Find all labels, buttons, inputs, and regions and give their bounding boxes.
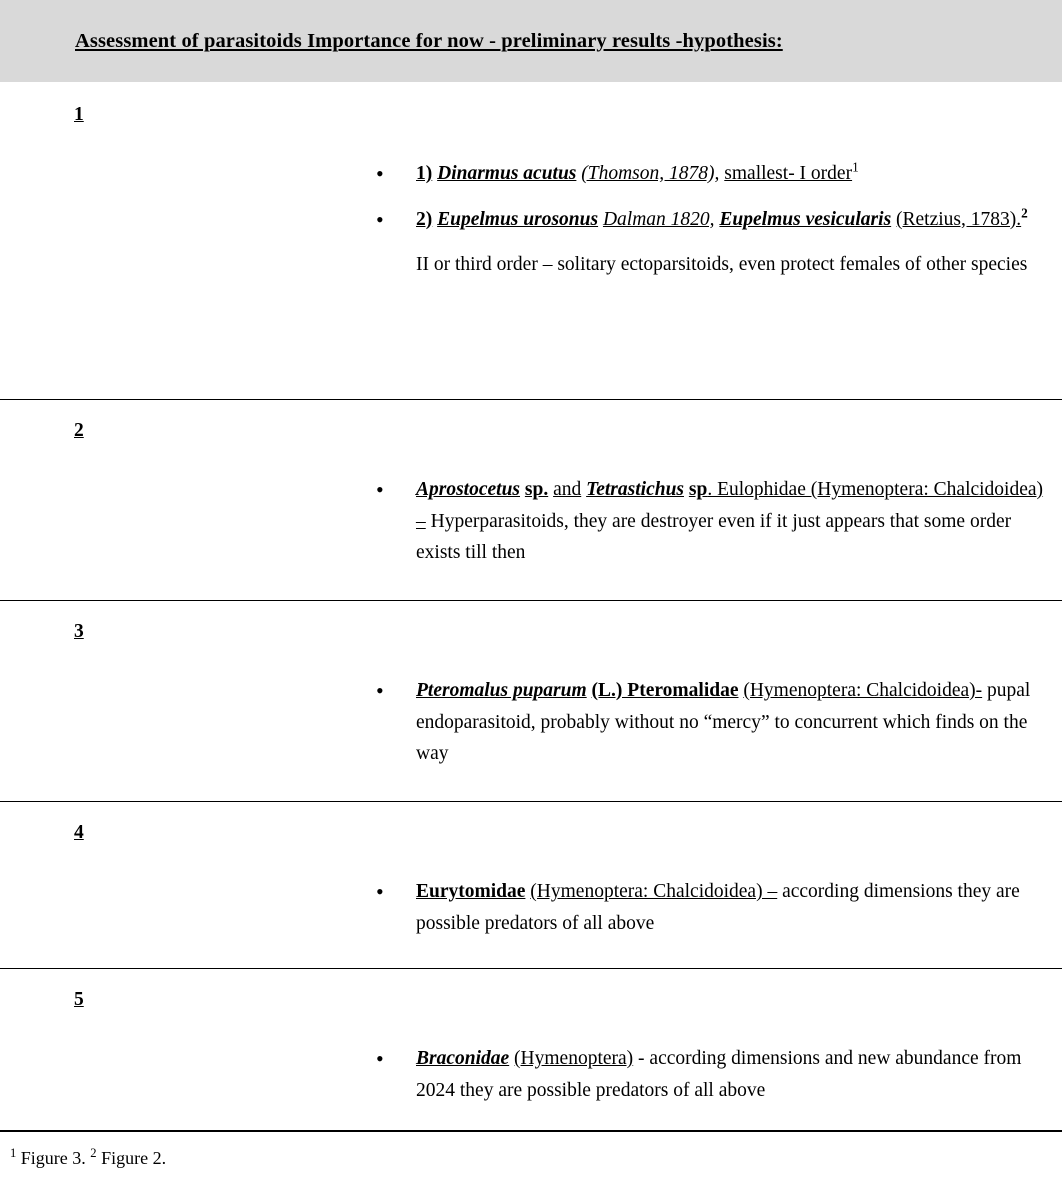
row-content [370, 412, 1062, 569]
bullet-list [370, 474, 1044, 569]
bullet-prefix: 2) [416, 208, 433, 230]
row-paragraph: II or third order – solitary ectoparsitoids, even protect females of other species [416, 254, 1028, 276]
row-number: 3 [74, 621, 84, 642]
row-content [370, 814, 1062, 939]
table-row [0, 82, 1062, 400]
bullet-list [370, 1043, 1044, 1106]
taxon-name: Aprostocetus [416, 479, 521, 500]
bullet-text: pupal endoparasitoid, probably without no “mercy” to concurrent which finds on the way [416, 680, 1031, 765]
footnote-area [10, 1147, 166, 1170]
row-content [370, 613, 1062, 770]
taxon-family: (Hymenoptera: Chalcidoidea)- [743, 680, 983, 701]
bullet-list [370, 158, 1044, 235]
row-content [370, 981, 1062, 1106]
page-title: Assessment of parasitoids Importance for now - preliminary results -hypothesis: [75, 29, 783, 52]
table-row [0, 802, 1062, 969]
taxon-authority: (Thomson, 1878), [581, 163, 720, 184]
taxon-rank-secondary: sp [688, 479, 708, 500]
bullet-text: according dimensions they are possible predators of all above [416, 881, 1020, 934]
table-row [0, 400, 1062, 601]
taxon-family: (Hymenoptera: Chalcidoidea) – [530, 881, 778, 902]
taxon-name: Braconidae [416, 1048, 510, 1069]
taxon-name: Eurytomidae [416, 881, 526, 902]
taxon-name: Dinarmus acutus [437, 163, 577, 184]
bullet-text: - according dimensions and new abundance from 2024 they are possible predators of all above [416, 1048, 1022, 1101]
row-number: 5 [74, 989, 84, 1010]
taxon-name-secondary: Tetrastichus [586, 479, 684, 500]
taxon-authority: (L.) Pteromalidae [591, 680, 739, 701]
row-number: 2 [74, 420, 84, 441]
document-header [0, 0, 1062, 82]
bullet-list [370, 675, 1044, 770]
list-item [370, 204, 1044, 236]
row-content [370, 96, 1062, 281]
taxon-name-secondary: Eupelmus vesicularis [719, 208, 892, 230]
list-item [370, 1043, 1044, 1106]
taxon-family: . Eulophidae (Hymenoptera: Chalcidoidea) – [416, 479, 1044, 532]
bullet-list [370, 876, 1044, 939]
list-item [370, 876, 1044, 939]
footnote-marker: 2 [1021, 205, 1028, 221]
footnote-marker-2: 2 [90, 1145, 97, 1160]
footnote-marker-1: 1 [10, 1145, 17, 1160]
table-row [0, 601, 1062, 802]
taxon-authority: Dalman 1820, [602, 208, 715, 230]
list-item [370, 474, 1044, 569]
bullet-text: Hyperparasitoids, they are destroyer even if it just appears that some order exists till then [416, 510, 1012, 564]
footnote-separator [0, 1130, 1062, 1132]
bullet-prefix: 1) [416, 163, 433, 184]
taxon-name: Eupelmus urosonus [437, 208, 599, 230]
footnote-text-2: Figure 2. [101, 1147, 167, 1168]
list-item [370, 158, 1044, 190]
footnote-text-1: Figure 3. [20, 1147, 86, 1168]
row-number: 1 [74, 104, 84, 125]
bullet-text: smallest- I order [724, 163, 853, 184]
conjunction: and [553, 479, 582, 500]
footnote-marker: 1 [852, 159, 859, 175]
list-item [370, 675, 1044, 770]
row-number: 4 [74, 822, 84, 843]
taxon-name: Pteromalus puparum [416, 680, 587, 701]
table-row [0, 969, 1062, 1131]
taxon-authority-secondary: (Retzius, 1783). [896, 208, 1022, 230]
taxon-rank: sp. [524, 479, 549, 500]
taxon-family: (Hymenoptera) [514, 1048, 634, 1069]
